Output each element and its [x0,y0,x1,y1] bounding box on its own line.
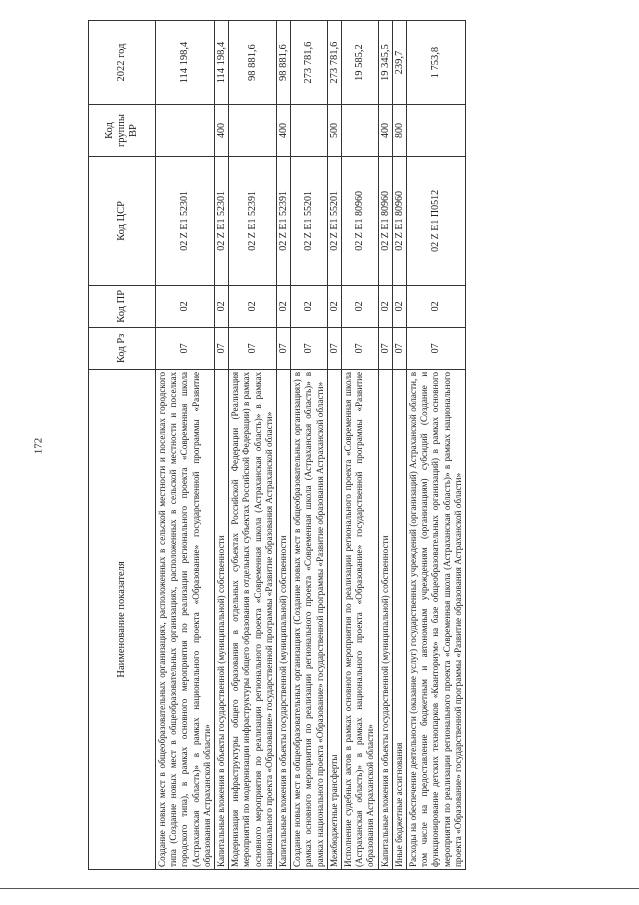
row-name-cell: Исполнение судебных актов в рамках основного мероприятия по реализации регионального проекта «Современная школа (Астраханская область)» в рамках национального проекта «Образование» государственной программы «Развитие образования Астраханской области» [342,369,379,869]
table-row [407,21,466,870]
header-year: 2022 год [89,21,156,105]
header-csr: Код ЦСР [89,156,156,285]
row-value-cell: 1 753,8 [407,21,466,105]
table-row [156,21,215,870]
row-vr-cell [407,105,466,157]
row-value-cell: 19 585,2 [342,21,379,105]
row-rz-cell: 07 [156,327,215,369]
row-rz-cell: 07 [277,327,291,369]
row-rz-cell: 07 [407,327,466,369]
row-rz-cell: 07 [392,327,406,369]
row-pr-cell: 02 [342,285,379,327]
row-vr-cell: 400 [215,105,229,157]
row-value-cell: 114 198,4 [156,21,215,105]
row-csr-cell: 02 Z E1 52301 [215,156,229,285]
row-value-cell: 273 781,6 [291,21,328,105]
row-rz-cell: 07 [229,327,277,369]
row-rz-cell: 07 [215,327,229,369]
header-pr: Код ПР [89,285,156,327]
header-name: Наименование показателя [89,369,156,869]
row-vr-cell: 400 [277,105,291,157]
row-name-cell: Иные бюджетные ассигнования [392,369,406,869]
row-name-cell: Создание новых мест в общеобразовательных организациях (Создание новых мест в общеобразовательных организациях) в рамках основного мероприятия по реализации регионального проекта «Современная школа (Астраханская область)» в рамках национального проекта «Образование» государственной программы «Развитие образования Астраханской области» [291,369,328,869]
row-csr-cell: 02 Z E1 52391 [229,156,277,285]
table-row [392,21,406,870]
page-number: 172 [32,437,45,455]
row-pr-cell: 02 [407,285,466,327]
row-rz-cell: 07 [327,327,341,369]
row-vr-cell: 500 [327,105,341,157]
row-name-cell: Модернизация инфраструктуры общего образования в отдельных субъектах Российской Федерации (Реализация мероприятий по модернизации инфраструктуры общего образования в отдельных субъектах Российской Федерации) в рамках основного мероприятия по реализации регионального проекта «Современная школа (Астраханская область)» в рамках национального проекта «Образование» государственной программы «Развитие образования Астраханской области» [229,369,277,869]
budget-table [88,20,466,870]
row-csr-cell: 02 Z E1 55201 [327,156,341,285]
table-body [156,21,466,870]
row-pr-cell: 02 [378,285,392,327]
row-vr-cell [342,105,379,157]
table-header-row [89,21,156,870]
row-name-cell: Расходы на обеспечение деятельности (оказание услуг) государственных учреждений (организаций) Астраханской области, в том числе на предоставление бюджетным и автономным учреждениям (организациям) субсидий (Создание и функционирование детских технопарков «Кванториум» на базе общеобразовательных организаций) в рамках основного мероприятия по реализации регионального проекта «Современная школа (Астраханская область)» в рамках национального проекта «Образование» государственной программы «Развитие образования Астраханской области» [407,369,466,869]
table-row [229,21,277,870]
table-row [277,21,291,870]
row-pr-cell: 02 [215,285,229,327]
row-value-cell: 19 345,5 [378,21,392,105]
row-value-cell: 114 198,4 [215,21,229,105]
row-pr-cell: 02 [291,285,328,327]
row-vr-cell: 400 [378,105,392,157]
row-name-cell: Межбюджетные трансферты [327,369,341,869]
row-csr-cell: 02 Z E1 П0512 [407,156,466,285]
row-csr-cell: 02 Z E1 55201 [291,156,328,285]
row-pr-cell: 02 [327,285,341,327]
table-row [291,21,328,870]
row-csr-cell: 02 Z E1 80960 [378,156,392,285]
row-csr-cell: 02 Z E1 80960 [392,156,406,285]
row-value-cell: 273 781,6 [327,21,341,105]
row-name-cell: Капитальные вложения в объекты государственной (муниципальной) собственности [378,369,392,869]
row-pr-cell: 02 [229,285,277,327]
row-value-cell: 239,7 [392,21,406,105]
row-vr-cell [229,105,277,157]
table-row [215,21,229,870]
row-vr-cell [156,105,215,157]
row-rz-cell: 07 [378,327,392,369]
table-row [342,21,379,870]
row-rz-cell: 07 [291,327,328,369]
bottom-rule [0,888,639,889]
row-pr-cell: 02 [392,285,406,327]
row-value-cell: 98 881,6 [277,21,291,105]
row-csr-cell: 02 Z E1 80960 [342,156,379,285]
row-pr-cell: 02 [156,285,215,327]
row-vr-cell [291,105,328,157]
row-name-cell: Капитальные вложения в объекты государственной (муниципальной) собственности [277,369,291,869]
row-value-cell: 98 881,6 [229,21,277,105]
row-csr-cell: 02 Z E1 52391 [277,156,291,285]
table-row [378,21,392,870]
header-vr: Код группы ВР [89,105,156,157]
row-rz-cell: 07 [342,327,379,369]
row-vr-cell: 800 [392,105,406,157]
row-name-cell: Создание новых мест в общеобразовательных организациях, расположенных в сельской местности и поселках городского типа (Создание новых мест в общеобразовательных организациях, расположенных в сельской местности и поселках городского типа), в рамках основного мероприятия по реализации регионального проекта «Современная школа (Астраханская область)» в рамках национального проекта «Образование» государственной программы «Развитие образования Астраханской области» [156,369,215,869]
row-pr-cell: 02 [277,285,291,327]
rotated-table-container [88,20,578,870]
table-row [327,21,341,870]
header-rz: Код Рз [89,327,156,369]
row-csr-cell: 02 Z E1 52301 [156,156,215,285]
row-name-cell: Капитальные вложения в объекты государственной (муниципальной) собственности [215,369,229,869]
